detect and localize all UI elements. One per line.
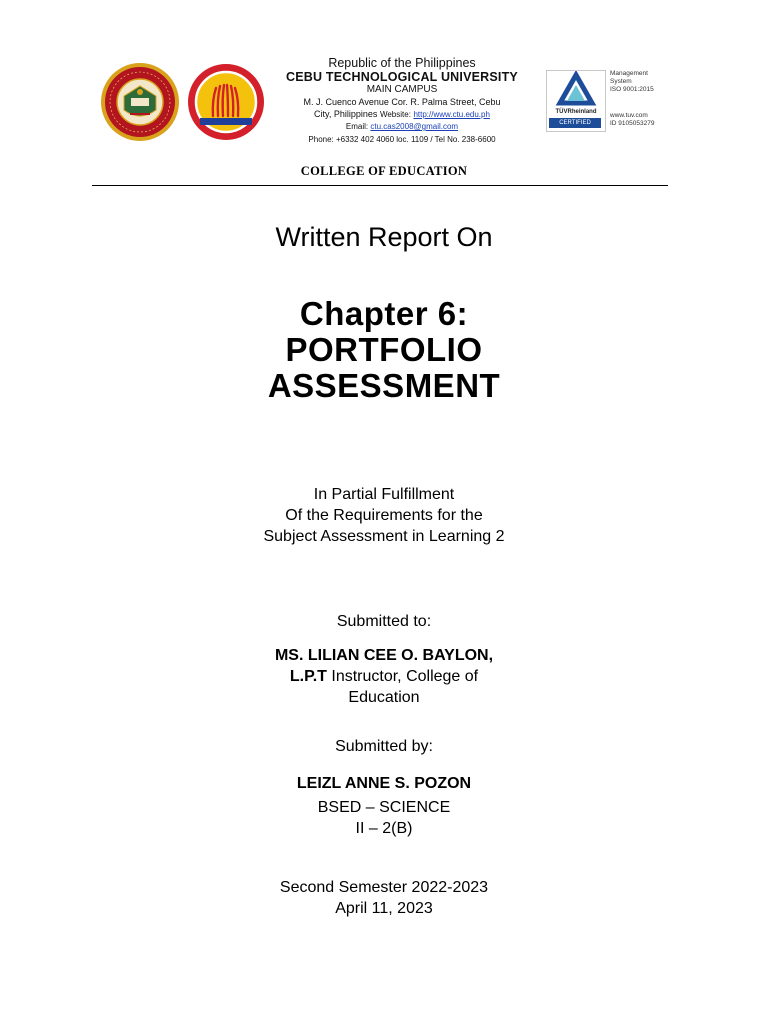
university-name: CEBU TECHNOLOGICAL UNIVERSITY xyxy=(286,70,518,84)
website-label: Website: xyxy=(379,110,411,119)
header-divider xyxy=(92,185,668,186)
email-link[interactable]: ctu.cas2008@gmail.com xyxy=(370,122,459,131)
website-link[interactable]: http://www.ctu.edu.ph xyxy=(413,110,490,119)
fulfillment-line3: Subject Assessment in Learning 2 xyxy=(263,528,505,545)
republic-line: Republic of the Philippines xyxy=(328,56,476,70)
ctu-seal-logo xyxy=(100,62,180,142)
tuv-brand: TÜVRheinland xyxy=(555,109,597,115)
tuv-site: www.tuv.com xyxy=(610,112,648,119)
letterhead-text xyxy=(272,56,532,145)
fulfillment-line1: In Partial Fulfillment xyxy=(313,486,455,503)
chapter-title-line2: ASSESSMENT xyxy=(267,367,501,404)
email-label: Email: xyxy=(345,122,369,131)
instructor-credential: L.P.T xyxy=(289,668,327,685)
tuv-triangle-icon xyxy=(547,71,605,109)
submission-date: April 11, 2023 xyxy=(335,900,433,917)
semester: Second Semester 2022-2023 xyxy=(279,879,489,896)
student-course: BSED – SCIENCE xyxy=(317,799,451,816)
student-program-block xyxy=(0,797,768,839)
student-name: LEIZL ANNE S. POZON xyxy=(296,775,472,792)
instructor-position: Instructor, College of xyxy=(326,668,479,685)
chapter-number: Chapter 6: xyxy=(299,295,469,332)
submitted-by-label: Submitted by: xyxy=(335,738,433,755)
city-text: City, Philippines xyxy=(314,109,378,119)
chapter-title xyxy=(0,296,768,404)
tuv-details xyxy=(610,70,680,128)
tuv-id: ID 9105053279 xyxy=(610,120,655,127)
instructor-name: MS. LILIAN CEE O. BAYLON, xyxy=(274,647,494,664)
submitted-to-label: Submitted to: xyxy=(336,613,432,630)
report-heading: Written Report On xyxy=(275,222,493,252)
system-line2: System xyxy=(610,78,632,85)
email-line xyxy=(272,121,532,133)
phone-line: Phone: +6332 402 4060 loc. 1109 / Tel No. 238-6600 xyxy=(308,135,496,144)
iso-standard: ISO 9001:2015 xyxy=(610,86,654,93)
campus-name: MAIN CAMPUS xyxy=(366,84,438,95)
system-line1: Management xyxy=(610,70,648,77)
college-name: COLLEGE OF EDUCATION xyxy=(300,164,468,178)
asean-seal-logo xyxy=(186,62,266,142)
tuv-certification-badge xyxy=(546,70,606,132)
instructor-position-line2: Education xyxy=(348,689,420,706)
fulfillment-line2: Of the Requirements for the xyxy=(285,507,483,524)
tuv-certified-label: CERTIFIED xyxy=(549,118,601,128)
term-block xyxy=(0,877,768,919)
city-website-line xyxy=(272,108,532,121)
student-section: II – 2(B) xyxy=(355,820,413,837)
chapter-title-line1: PORTFOLIO xyxy=(285,331,483,368)
fulfillment-statement xyxy=(0,484,768,547)
instructor-block xyxy=(0,645,768,708)
campus-address: M. J. Cuenco Avenue Cor. R. Palma Street, Cebu xyxy=(303,97,501,107)
